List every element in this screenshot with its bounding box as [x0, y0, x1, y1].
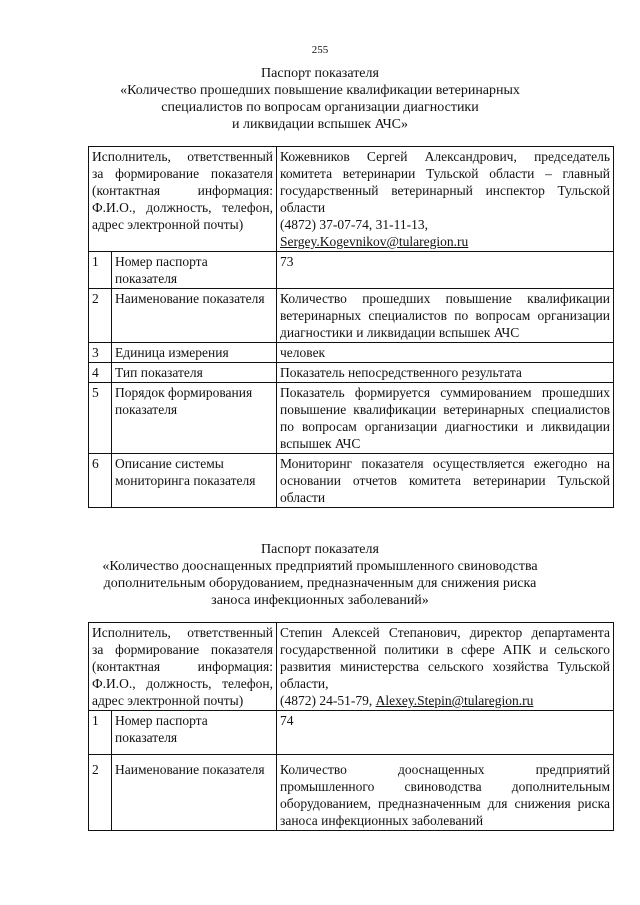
row-value: 74	[277, 711, 614, 755]
row-value: Мониторинг показателя осуществляется ежегодно на основании отчетов комитета ветеринарии Тульской области	[277, 454, 614, 508]
passport-1-table	[88, 146, 614, 508]
row-name: Описание системы мониторинга показателя	[112, 454, 277, 508]
row-number: 2	[89, 755, 112, 831]
table-row	[89, 252, 614, 289]
passport-1-subtitle-line: специалистов по вопросам организации диагностики	[161, 100, 479, 115]
table-row	[89, 383, 614, 454]
row-number: 1	[89, 252, 112, 289]
row-value: человек	[277, 343, 614, 363]
executor-label-cell: Исполнитель, ответственный за формирование показателя (контактная информация: Ф.И.О., должность, телефон, адрес электронной почты)	[89, 623, 277, 711]
table-row	[89, 623, 614, 711]
row-name: Единица измерения	[112, 343, 277, 363]
row-value: Показатель непосредственного результата	[277, 363, 614, 383]
row-name: Порядок формирования показателя	[112, 383, 277, 454]
row-number: 6	[89, 454, 112, 508]
executor-email-link[interactable]: Alexey.Stepin@tularegion.ru	[375, 693, 534, 708]
row-value: Показатель формируется суммированием прошедших повышение квалификации ветеринарных специалистов по вопросам организации диагностики и ликвидации вспышек АЧС	[277, 383, 614, 454]
passport-2-subtitle-line: заноса инфекционных заболеваний»	[211, 593, 429, 608]
executor-phone: (4872) 37-07-74, 31-11-13,	[280, 217, 428, 232]
table-row	[89, 755, 614, 831]
row-name: Тип показателя	[112, 363, 277, 383]
row-number: 1	[89, 711, 112, 755]
passport-1-title: Паспорт показателя	[261, 66, 379, 81]
row-name: Номер паспорта показателя	[112, 711, 277, 755]
row-number: 4	[89, 363, 112, 383]
row-number: 5	[89, 383, 112, 454]
executor-phone: (4872) 24-51-79,	[280, 693, 373, 708]
table-row	[89, 147, 614, 252]
row-name: Наименование показателя	[112, 755, 277, 831]
row-name: Номер паспорта показателя	[112, 252, 277, 289]
table-row	[89, 289, 614, 343]
passport-2-subtitle-line: дополнительным оборудованием, предназначенным для снижения риска	[103, 576, 537, 591]
row-value: 73	[277, 252, 614, 289]
executor-email-link[interactable]: Sergey.Kogevnikov@tularegion.ru	[280, 234, 469, 249]
table-row	[89, 454, 614, 508]
row-name: Наименование показателя	[112, 289, 277, 343]
executor-value-cell	[277, 147, 614, 252]
table-row	[89, 711, 614, 755]
executor-label-cell: Исполнитель, ответственный за формирование показателя (контактная информация: Ф.И.О., должность, телефон, адрес электронной почты)	[89, 147, 277, 252]
passport-2-heading	[40, 541, 600, 609]
passport-2-table	[88, 622, 614, 831]
page-number: 255	[311, 44, 329, 56]
table-row	[89, 363, 614, 383]
passport-1-heading	[40, 65, 600, 133]
row-number: 2	[89, 289, 112, 343]
passport-2-title: Паспорт показателя	[261, 542, 379, 557]
passport-1-subtitle-line: и ликвидации вспышек АЧС»	[231, 117, 409, 132]
executor-name: Степин Алексей Степанович, директор департамента государственной политики в сфере АПК и сельского развития министерства сельского хозяйства Тульской области,	[280, 625, 610, 691]
row-value: Количество прошедших повышение квалификации ветеринарных специалистов по вопросам организации диагностики и ликвидации вспышек АЧС	[277, 289, 614, 343]
executor-value-cell	[277, 623, 614, 711]
row-number: 3	[89, 343, 112, 363]
passport-2-subtitle-line: «Количество дооснащенных предприятий промышленного свиноводства	[102, 559, 538, 574]
table-row	[89, 343, 614, 363]
row-value: Количество дооснащенных предприятий промышленного свиноводства дополнительным оборудованием, предназначенным для снижения риска заноса инфекционных заболеваний	[277, 755, 614, 831]
executor-name: Кожевников Сергей Александрович, председатель комитета ветеринарии Тульской области – главный государственный ветеринарный инспектор Тульской области	[280, 149, 610, 215]
passport-1-subtitle-line: «Количество прошедших повышение квалификации ветеринарных	[120, 83, 520, 98]
